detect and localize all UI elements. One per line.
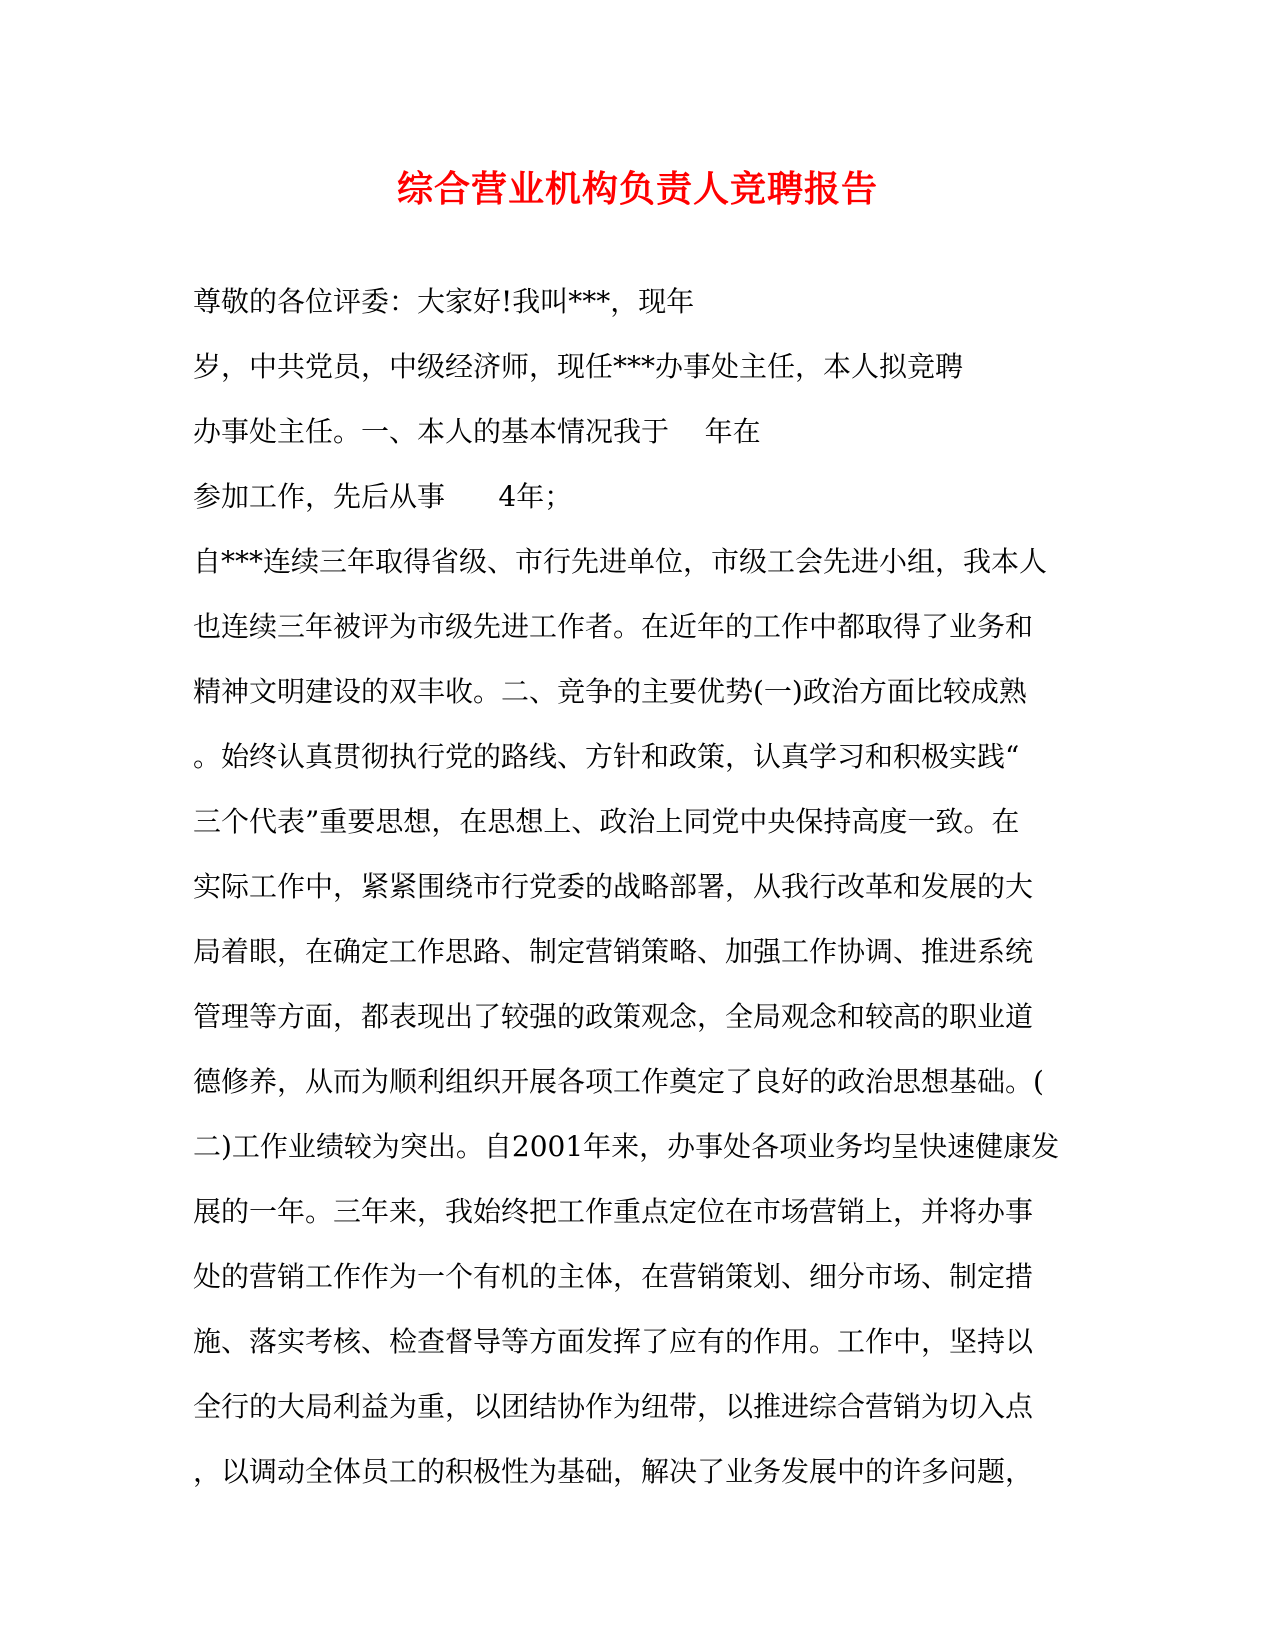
body-line: 岁，中共党员，中级经济师，现任***办事处主任，本人拟竞聘 — [193, 350, 964, 383]
body-line: 。始终认真贯彻执行党的路线、方针和政策，认真学习和积极实践“ — [193, 740, 1020, 773]
body-line: 处的营销工作作为一个有机的主体，在营销策划、细分市场、制定措 — [193, 1260, 1034, 1293]
body-line: 局着眼，在确定工作思路、制定营销策略、加强工作协调、推进系统 — [193, 935, 1034, 968]
body-line: 参加工作，先后从事 4年； — [193, 480, 573, 513]
body-line: 实际工作中，紧紧围绕市行党委的战略部署，从我行改革和发展的大 — [193, 870, 1034, 903]
body-line: 二)工作业绩较为突出。自2001年来，办事处各项业务均呈快速健康发 — [193, 1130, 1060, 1163]
body-line: 办事处主任。一、本人的基本情况我于 年在 — [193, 415, 761, 448]
document-body — [193, 280, 1093, 1515]
body-line: 管理等方面，都表现出了较强的政策观念，全局观念和较高的职业道 — [193, 1000, 1034, 1033]
body-line: 全行的大局利益为重，以团结协作为纽带，以推进综合营销为切入点 — [193, 1390, 1034, 1423]
document-title: 综合营业机构负责人竞聘报告 — [396, 168, 878, 210]
body-line: 自***连续三年取得省级、市行先进单位，市级工会先进小组，我本人 — [193, 545, 1048, 578]
body-line: 尊敬的各位评委：大家好!我叫***，现年 — [193, 285, 695, 318]
body-line: 施、落实考核、检查督导等方面发挥了应有的作用。工作中，坚持以 — [193, 1325, 1034, 1358]
body-line: 也连续三年被评为市级先进工作者。在近年的工作中都取得了业务和 — [193, 610, 1034, 643]
body-line: ，以调动全体员工的积极性为基础，解决了业务发展中的许多问题， — [193, 1455, 1034, 1488]
body-line: 德修养，从而为顺利组织开展各项工作奠定了良好的政治思想基础。( — [193, 1065, 1044, 1098]
body-line: 展的一年。三年来，我始终把工作重点定位在市场营销上，并将办事 — [193, 1195, 1034, 1228]
body-line: 三个代表”重要思想，在思想上、政治上同党中央保持高度一致。在 — [193, 805, 1020, 838]
body-line: 精神文明建设的双丰收。二、竞争的主要优势(一)政治方面比较成熟 — [193, 675, 1027, 708]
